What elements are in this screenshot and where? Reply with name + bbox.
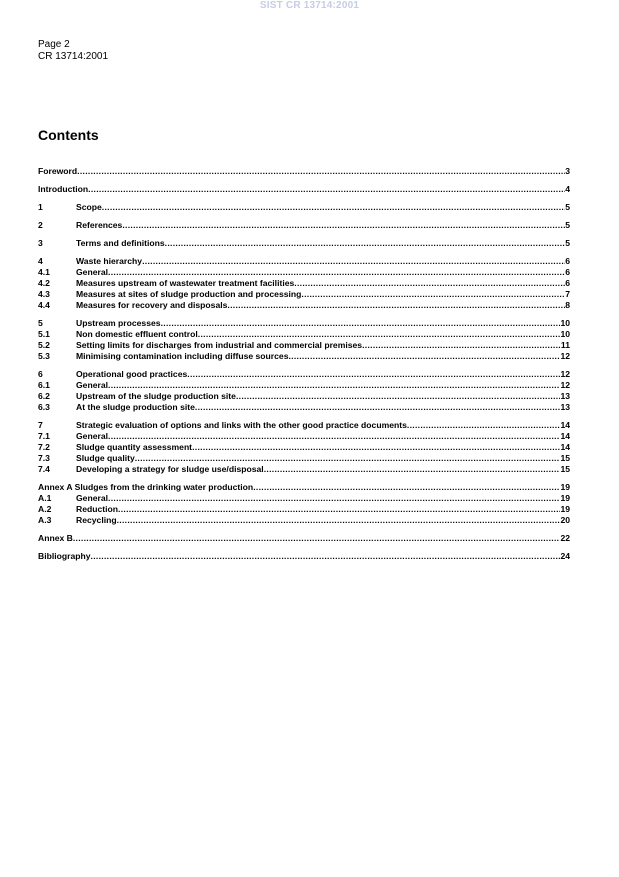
toc-leader-dots bbox=[301, 289, 565, 300]
toc-entry-title: General bbox=[76, 380, 109, 390]
toc-leader-dots bbox=[264, 464, 561, 475]
toc-spacer bbox=[38, 475, 570, 482]
toc-entry-number: 4.1 bbox=[38, 267, 50, 277]
toc-leader-dots bbox=[117, 515, 561, 526]
toc-leader-dots bbox=[253, 482, 560, 493]
toc-entry-page: 14 bbox=[560, 442, 570, 452]
toc-spacer bbox=[38, 362, 570, 369]
toc-spacer bbox=[38, 311, 570, 318]
toc-entry[interactable] bbox=[38, 533, 570, 544]
toc-entry[interactable] bbox=[38, 380, 570, 391]
toc-entry-page: 6 bbox=[565, 256, 570, 266]
toc-entry-title: Bibliography bbox=[38, 551, 91, 561]
toc-leader-dots bbox=[192, 442, 560, 453]
toc-entry-title: Foreword bbox=[38, 166, 78, 176]
toc-entry-page: 6 bbox=[565, 267, 570, 277]
toc-entry-page: 5 bbox=[565, 238, 570, 248]
document-id: CR 13714:2001 bbox=[38, 51, 109, 62]
toc-entry-page: 4 bbox=[565, 184, 570, 194]
toc-spacer bbox=[38, 544, 570, 551]
page-number: Page 2 bbox=[38, 39, 70, 50]
toc-entry-page: 8 bbox=[565, 300, 570, 310]
toc-entry-title: Waste hierarchy bbox=[76, 256, 143, 266]
toc-entry[interactable] bbox=[38, 453, 570, 464]
toc-entry-page: 14 bbox=[560, 431, 570, 441]
toc-entry-title: Introduction bbox=[38, 184, 89, 194]
toc-entry[interactable] bbox=[38, 340, 570, 351]
toc-entry-title: Reduction bbox=[76, 504, 119, 514]
toc-entry[interactable] bbox=[38, 431, 570, 442]
toc-entry[interactable] bbox=[38, 420, 570, 431]
toc-entry-number: 6.2 bbox=[38, 391, 50, 401]
toc-entry-number: 5.3 bbox=[38, 351, 50, 361]
toc-entry-page: 5 bbox=[565, 220, 570, 230]
toc-entry-page: 22 bbox=[560, 533, 570, 543]
toc-entry[interactable] bbox=[38, 402, 570, 413]
toc-entry-number: 1 bbox=[38, 202, 43, 212]
toc-spacer bbox=[38, 526, 570, 533]
toc-entry[interactable] bbox=[38, 184, 570, 195]
toc-entry-title: Upstream processes bbox=[76, 318, 161, 328]
toc-entry-number: 6 bbox=[38, 369, 43, 379]
toc-entry-number: A.3 bbox=[38, 515, 52, 525]
toc-entry-number: 4 bbox=[38, 256, 43, 266]
toc-entry[interactable] bbox=[38, 391, 570, 402]
toc-entry-title: Strategic evaluation of options and links with the other good practice documents bbox=[76, 420, 407, 430]
table-of-contents bbox=[38, 166, 570, 562]
toc-entry-page: 5 bbox=[565, 202, 570, 212]
toc-leader-dots bbox=[195, 402, 561, 413]
toc-entry-page: 19 bbox=[560, 482, 570, 492]
toc-entry-page: 19 bbox=[560, 504, 570, 514]
watermark: SIST CR 13714:2001 bbox=[259, 0, 360, 11]
toc-entry-number: 2 bbox=[38, 220, 43, 230]
toc-entry-number: 3 bbox=[38, 238, 43, 248]
toc-entry-number: 7.2 bbox=[38, 442, 50, 452]
toc-leader-dots bbox=[161, 318, 561, 329]
toc-entry-page: 6 bbox=[565, 278, 570, 288]
toc-spacer bbox=[38, 231, 570, 238]
toc-entry[interactable] bbox=[38, 551, 570, 562]
toc-entry-number: 5.1 bbox=[38, 329, 50, 339]
toc-leader-dots bbox=[407, 420, 561, 431]
toc-leader-dots bbox=[236, 391, 560, 402]
toc-entry[interactable] bbox=[38, 318, 570, 329]
toc-entry-title: References bbox=[76, 220, 123, 230]
toc-leader-dots bbox=[77, 166, 565, 177]
toc-entry[interactable] bbox=[38, 504, 570, 515]
toc-entry[interactable] bbox=[38, 267, 570, 278]
toc-leader-dots bbox=[135, 453, 561, 464]
toc-entry-number: 7.4 bbox=[38, 464, 50, 474]
toc-entry-page: 3 bbox=[565, 166, 570, 176]
toc-entry-title: Operational good practices bbox=[76, 369, 188, 379]
toc-entry[interactable] bbox=[38, 300, 570, 311]
toc-spacer bbox=[38, 177, 570, 184]
toc-entry-title: Recycling bbox=[76, 515, 117, 525]
toc-entry-title: Scope bbox=[76, 202, 102, 212]
toc-entry-number: 5 bbox=[38, 318, 43, 328]
toc-entry-title: Measures at sites of sludge production and processing bbox=[76, 289, 302, 299]
toc-leader-dots bbox=[198, 329, 561, 340]
toc-entry-number: 4.3 bbox=[38, 289, 50, 299]
toc-entry-title: Annex A Sludges from the drinking water production bbox=[38, 482, 254, 492]
toc-leader-dots bbox=[73, 533, 561, 544]
toc-entry-page: 15 bbox=[560, 464, 570, 474]
toc-entry-title: General bbox=[76, 431, 109, 441]
toc-entry-title: Setting limits for discharges from industrial and commercial premises bbox=[76, 340, 363, 350]
toc-entry-page: 10 bbox=[560, 318, 570, 328]
toc-leader-dots bbox=[88, 184, 565, 195]
toc-entry[interactable] bbox=[38, 256, 570, 267]
toc-leader-dots bbox=[122, 220, 565, 231]
toc-entry-page: 11 bbox=[560, 340, 570, 350]
toc-entry-title: Measures for recovery and disposals bbox=[76, 300, 228, 310]
toc-entry-page: 13 bbox=[560, 402, 570, 412]
toc-leader-dots bbox=[108, 380, 560, 391]
toc-entry-title: Minimising contamination including diffuse sources bbox=[76, 351, 289, 361]
toc-entry-number: 5.2 bbox=[38, 340, 50, 350]
toc-leader-dots bbox=[102, 202, 565, 213]
toc-entry-page: 12 bbox=[560, 369, 570, 379]
toc-entry[interactable] bbox=[38, 464, 570, 475]
toc-leader-dots bbox=[142, 256, 565, 267]
toc-entry-number: A.2 bbox=[38, 504, 52, 514]
toc-entry-title: Developing a strategy for sludge use/disposal bbox=[76, 464, 264, 474]
toc-entry[interactable] bbox=[38, 238, 570, 249]
toc-leader-dots bbox=[91, 551, 561, 562]
toc-entry-page: 20 bbox=[560, 515, 570, 525]
toc-spacer bbox=[38, 195, 570, 202]
page-title: Contents bbox=[38, 127, 99, 143]
toc-entry[interactable] bbox=[38, 289, 570, 300]
toc-entry[interactable] bbox=[38, 515, 570, 526]
toc-leader-dots bbox=[187, 369, 560, 380]
toc-entry-title: General bbox=[76, 267, 109, 277]
toc-entry[interactable] bbox=[38, 202, 570, 213]
toc-entry[interactable] bbox=[38, 278, 570, 289]
toc-leader-dots bbox=[288, 351, 560, 362]
toc-leader-dots bbox=[108, 431, 560, 442]
toc-leader-dots bbox=[108, 493, 560, 504]
toc-entry-title: General bbox=[76, 493, 109, 503]
toc-entry-number: 7.1 bbox=[38, 431, 50, 441]
toc-entry-title: Non domestic effluent control bbox=[76, 329, 198, 339]
toc-entry-title: Upstream of the sludge production site bbox=[76, 391, 236, 401]
toc-entry[interactable] bbox=[38, 369, 570, 380]
toc-leader-dots bbox=[294, 278, 565, 289]
toc-entry-number: 7.3 bbox=[38, 453, 50, 463]
toc-entry-page: 14 bbox=[560, 420, 570, 430]
toc-entry-title: Sludge quantity assessment bbox=[76, 442, 193, 452]
toc-entry-title: Measures upstream of wastewater treatment facilities bbox=[76, 278, 295, 288]
toc-entry-number: A.1 bbox=[38, 493, 52, 503]
toc-entry-page: 13 bbox=[560, 391, 570, 401]
toc-entry-number: 6.1 bbox=[38, 380, 50, 390]
toc-entry-page: 24 bbox=[560, 551, 570, 561]
toc-entry[interactable] bbox=[38, 442, 570, 453]
toc-entry[interactable] bbox=[38, 220, 570, 231]
toc-spacer bbox=[38, 413, 570, 420]
toc-entry-title: Terms and definitions bbox=[76, 238, 165, 248]
toc-entry-title: Sludge quality bbox=[76, 453, 135, 463]
toc-entry-title: Annex B bbox=[38, 533, 73, 543]
toc-entry[interactable] bbox=[38, 482, 570, 493]
toc-entry-number: 7 bbox=[38, 420, 43, 430]
toc-entry-page: 10 bbox=[560, 329, 570, 339]
toc-entry-page: 12 bbox=[560, 351, 570, 361]
toc-entry-page: 19 bbox=[560, 493, 570, 503]
toc-leader-dots bbox=[118, 504, 560, 515]
toc-entry[interactable] bbox=[38, 166, 570, 177]
toc-entry-number: 4.2 bbox=[38, 278, 50, 288]
page-header bbox=[38, 39, 108, 63]
toc-leader-dots bbox=[108, 267, 565, 278]
toc-entry[interactable] bbox=[38, 351, 570, 362]
toc-entry-number: 6.3 bbox=[38, 402, 50, 412]
toc-spacer bbox=[38, 213, 570, 220]
toc-leader-dots bbox=[362, 340, 561, 351]
toc-entry[interactable] bbox=[38, 493, 570, 504]
toc-leader-dots bbox=[227, 300, 565, 311]
toc-entry[interactable] bbox=[38, 329, 570, 340]
toc-entry-page: 15 bbox=[560, 453, 570, 463]
toc-entry-title: At the sludge production site bbox=[76, 402, 195, 412]
toc-leader-dots bbox=[165, 238, 566, 249]
toc-spacer bbox=[38, 249, 570, 256]
toc-entry-number: 4.4 bbox=[38, 300, 50, 310]
toc-entry-page: 12 bbox=[560, 380, 570, 390]
toc-entry-page: 7 bbox=[565, 289, 570, 299]
